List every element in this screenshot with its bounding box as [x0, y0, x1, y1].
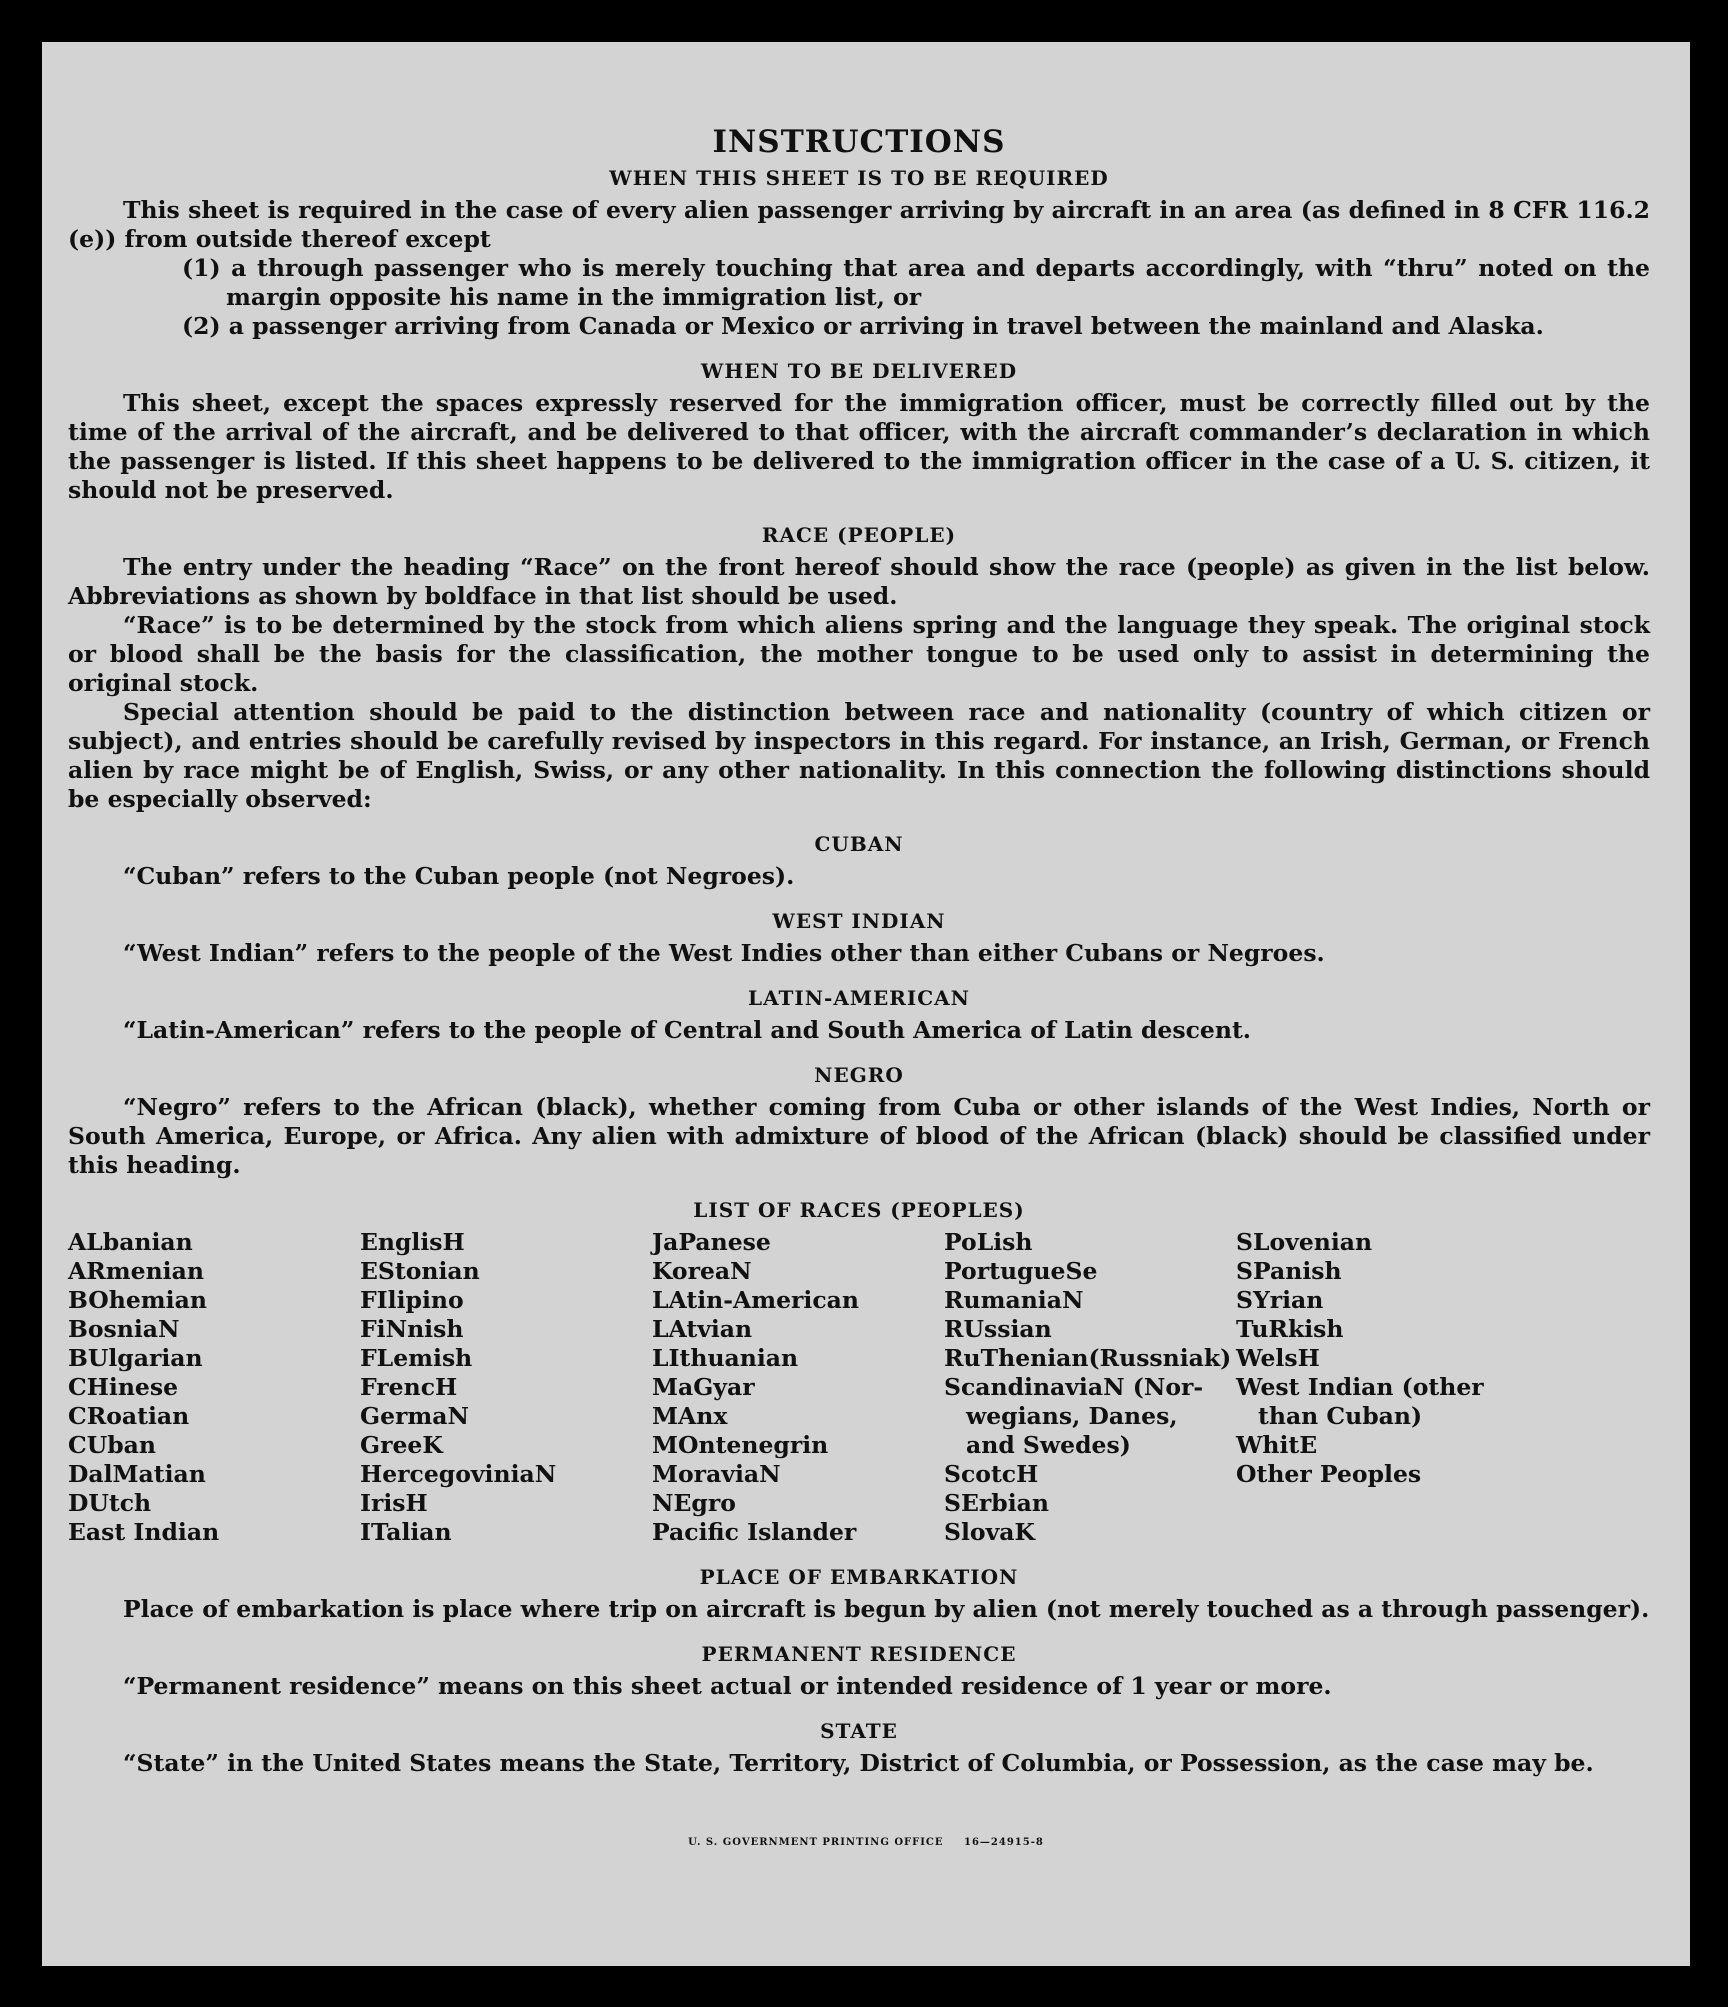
- race-item: ScandinaviaN (Nor-: [944, 1373, 1204, 1401]
- race-item: CRoatian: [68, 1402, 190, 1430]
- race-item: BosniaN: [68, 1315, 180, 1343]
- race-heading: RACE (PEOPLE): [761, 523, 957, 547]
- embarkation-heading: PLACE OF EMBARKATION: [699, 1565, 1019, 1589]
- race-item: EnglisH: [360, 1228, 465, 1256]
- race-para-1: The entry under the heading “Race” on the front hereof should show the race (people) as given in the list below. Abbreviations as shown by boldface in that list should be used.: [68, 553, 1650, 610]
- race-item: EStonian: [360, 1257, 480, 1285]
- race-item: RumaniaN: [944, 1286, 1084, 1314]
- instructions-body: [68, 124, 1650, 1778]
- race-column-5: [1236, 1228, 1516, 1547]
- form-code: 16—24915-8: [964, 1837, 1044, 1848]
- race-item: CUban: [68, 1431, 156, 1459]
- west-indian-heading: WEST INDIAN: [772, 909, 946, 933]
- race-item-continuation: and Swedes): [966, 1431, 1131, 1459]
- race-item: BUlgarian: [68, 1344, 203, 1372]
- race-item: MaGyar: [652, 1373, 755, 1401]
- race-item: ARmenian: [68, 1257, 204, 1285]
- race-column-1: [68, 1228, 360, 1547]
- residence-heading: PERMANENT RESIDENCE: [701, 1642, 1017, 1666]
- race-item: NEgro: [652, 1489, 736, 1517]
- race-list: [68, 1228, 1650, 1547]
- race-column-3: [652, 1228, 944, 1547]
- state-text: “State” in the United States means the State, Territory, District of Columbia, or Possession, as the case may be.: [123, 1749, 1594, 1777]
- race-column-4: [944, 1228, 1236, 1547]
- cuban-text: “Cuban” refers to the Cuban people (not Negroes).: [123, 862, 795, 890]
- race-item: GreeK: [360, 1431, 443, 1459]
- race-item: HercegoviniaN: [360, 1460, 557, 1488]
- race-item: PortugueSe: [944, 1257, 1098, 1285]
- document-page: [42, 42, 1690, 1966]
- latin-american-heading: LATIN-AMERICAN: [748, 986, 970, 1010]
- race-item: RuThenian(Russniak): [944, 1344, 1232, 1372]
- race-item: MOntenegrin: [652, 1431, 829, 1459]
- race-para-2: “Race” is to be determined by the stock from which aliens spring and the language they speak. The original stock or blood shall be the basis for the classification, the mother tongue to be used only to assist in determining the original stock.: [68, 611, 1650, 697]
- race-item: ITalian: [360, 1518, 452, 1546]
- race-item: ScotcH: [944, 1460, 1039, 1488]
- race-item: WelsH: [1236, 1344, 1320, 1372]
- race-item: CHinese: [68, 1373, 179, 1401]
- race-item: ALbanian: [68, 1228, 193, 1256]
- embarkation-text: Place of embarkation is place where trip on aircraft is begun by alien (not merely touched as a through passenger).: [123, 1595, 1650, 1623]
- race-para-3: Special attention should be paid to the distinction between race and nationality (country of which citizen or subject), and entries should be carefully revised by inspectors in this regard. For instance, an Irish, German, or French alien by race might be of English, Swiss, or any other nationality. In this connection the following distinctions should be especially observed:: [68, 698, 1650, 813]
- race-item: SlovaK: [944, 1518, 1035, 1546]
- negro-heading: NEGRO: [814, 1063, 904, 1087]
- race-item: IrisH: [360, 1489, 428, 1517]
- race-item: JaPanese: [652, 1228, 771, 1256]
- race-item: WhitE: [1236, 1431, 1318, 1459]
- race-item: KoreaN: [652, 1257, 752, 1285]
- race-item: LAtvian: [652, 1315, 753, 1343]
- race-item: SLovenian: [1236, 1228, 1373, 1256]
- latin-american-text: “Latin-American” refers to the people of Central and South America of Latin descent.: [123, 1016, 1251, 1044]
- exception-2: (2) a passenger arriving from Canada or Mexico or arriving in travel between the mainland and Alaska.: [182, 312, 1544, 340]
- race-item: FrencH: [360, 1373, 458, 1401]
- state-heading: STATE: [820, 1719, 898, 1743]
- when-delivered-text: This sheet, except the spaces expressly reserved for the immigration officer, must be correctly filled out by the time of the arrival of the aircraft, and be delivered to that officer, with the aircraft commander’s declaration in which the passenger is listed. If this sheet happens to be delivered to the immigration officer in the case of a U. S. citizen, it should not be preserved.: [68, 389, 1650, 504]
- race-item: BOhemian: [68, 1286, 207, 1314]
- race-item: MAnx: [652, 1402, 728, 1430]
- race-item: GermaN: [360, 1402, 469, 1430]
- page-title: INSTRUCTIONS: [712, 124, 1006, 160]
- race-item-continuation: than Cuban): [1258, 1402, 1423, 1430]
- printer-footer: [42, 1837, 1690, 1848]
- race-item: FiNnish: [360, 1315, 464, 1343]
- race-item: DUtch: [68, 1489, 152, 1517]
- race-item: SErbian: [944, 1489, 1049, 1517]
- race-item-continuation: wegians, Danes,: [966, 1402, 1178, 1430]
- cuban-heading: CUBAN: [814, 832, 904, 856]
- when-required-intro: This sheet is required in the case of every alien passenger arriving by aircraft in an area (as defined in 8 CFR 116.2 (e)) from outside thereof except: [68, 196, 1650, 253]
- printer-name: U. S. GOVERNMENT PRINTING OFFICE: [688, 1837, 944, 1848]
- race-item: SPanish: [1236, 1257, 1342, 1285]
- race-item: East Indian: [68, 1518, 220, 1546]
- list-of-races-heading: LIST OF RACES (PEOPLES): [693, 1198, 1025, 1222]
- race-item: MoraviaN: [652, 1460, 781, 1488]
- residence-text: “Permanent residence” means on this sheet actual or intended residence of 1 year or more.: [123, 1672, 1332, 1700]
- race-item: SYrian: [1236, 1286, 1324, 1314]
- race-column-2: [360, 1228, 652, 1547]
- race-item: TuRkish: [1236, 1315, 1344, 1343]
- race-item: LAtin-American: [652, 1286, 859, 1314]
- race-item: RUssian: [944, 1315, 1052, 1343]
- race-item: FIlipino: [360, 1286, 464, 1314]
- race-item: Other Peoples: [1236, 1460, 1422, 1488]
- race-item: PoLish: [944, 1228, 1033, 1256]
- race-item: DalMatian: [68, 1460, 206, 1488]
- exception-1: (1) a through passenger who is merely touching that area and departs accordingly, with “thru” noted on the margin opposite his name in the immigration list, or: [182, 254, 1650, 311]
- negro-text: “Negro” refers to the African (black), whether coming from Cuba or other islands of the West Indies, North or South America, Europe, or Africa. Any alien with admixture of blood of the African (black) should be classified under this heading.: [68, 1093, 1650, 1179]
- when-delivered-heading: WHEN TO BE DELIVERED: [700, 359, 1018, 383]
- race-item: West Indian (other: [1236, 1373, 1484, 1401]
- west-indian-text: “West Indian” refers to the people of the West Indies other than either Cubans or Negroes.: [123, 939, 1325, 967]
- race-item: LIthuanian: [652, 1344, 799, 1372]
- race-item: FLemish: [360, 1344, 473, 1372]
- when-required-heading: WHEN THIS SHEET IS TO BE REQUIRED: [609, 166, 1109, 190]
- race-item: Pacific Islander: [652, 1518, 857, 1546]
